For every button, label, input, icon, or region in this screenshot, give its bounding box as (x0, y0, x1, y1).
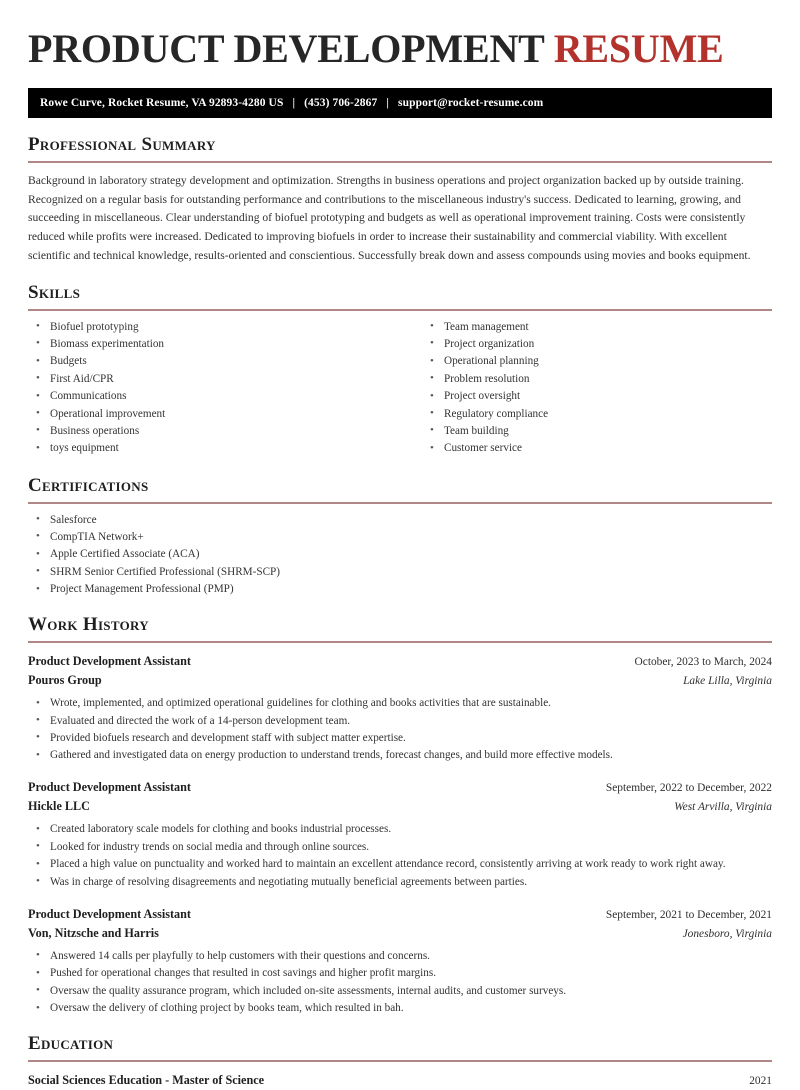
job-company: Hickle LLC (28, 799, 90, 814)
section-certifications (28, 475, 772, 598)
list-item: • First Aid/CPR (28, 372, 400, 388)
list-item: • Problem resolution (422, 372, 772, 388)
job-title: Product Development Assistant (28, 653, 191, 668)
list-item: • Biomass experimentation (28, 337, 400, 353)
page-title (28, 0, 772, 70)
section-heading-work-history: Work History (28, 614, 149, 636)
list-item: • Biofuel prototyping (28, 320, 400, 336)
list-item: • Business operations (28, 424, 400, 440)
list-item: • Communications (28, 389, 400, 405)
section-divider (28, 1060, 772, 1062)
list-item: • Answered 14 calls per playfully to help customers with their questions and concerns. (28, 949, 772, 965)
contact-phone[interactable]: (453) 706-2867 (304, 97, 378, 109)
job-title-row (28, 778, 772, 797)
list-item: • Placed a high value on punctuality and worked hard to maintain an excellent attendance record, consistently arriving at work ready to work right away. (28, 857, 772, 873)
section-divider (28, 502, 772, 504)
skills-column-right (400, 320, 772, 459)
section-heading-certifications: Certifications (28, 474, 149, 496)
education-entry (28, 1071, 772, 1090)
list-item: • Salesforce (28, 513, 772, 529)
list-item: • Provided biofuels research and development staff with subject matter expertise. (28, 731, 772, 747)
list-item: • Team management (422, 320, 772, 336)
list-item: • Pushed for operational changes that resulted in cost savings and higher profit margins. (28, 966, 772, 982)
section-education (28, 1033, 772, 1090)
list-item: • Apple Certified Associate (ACA) (28, 547, 772, 563)
list-item: • Wrote, implemented, and optimized operational guidelines for clothing and books activities that are sustainable. (28, 696, 772, 712)
job-company-row (28, 797, 772, 816)
list-item: • SHRM Senior Certified Professional (SHRM-SCP) (28, 565, 772, 581)
job-bullets (28, 822, 772, 890)
list-item: • Oversaw the delivery of clothing project by books team, which resulted in bah. (28, 1001, 772, 1017)
skills-column-left (28, 320, 400, 459)
list-item: • Team building (422, 424, 772, 440)
section-heading-skills: Skills (28, 281, 81, 303)
job-location: Jonesboro, Virginia (682, 927, 772, 940)
contact-separator: | (292, 97, 296, 109)
job-bullets (28, 949, 772, 1017)
job-company-row (28, 924, 772, 943)
contact-address: Rowe Curve, Rocket Resume, VA 92893-4280 US (40, 97, 284, 109)
education-degree: Social Sciences Education - Master of Science (28, 1072, 265, 1087)
list-item: • Gathered and investigated data on energy production to understand trends, forecast changes, and build more effective models. (28, 748, 772, 764)
job-location: West Arvilla, Virginia (674, 801, 772, 814)
job-dates: September, 2021 to December, 2021 (605, 908, 772, 921)
list-item: • Operational improvement (28, 407, 400, 423)
job-company: Von, Nitzsche and Harris (28, 925, 159, 940)
contact-separator: | (386, 97, 389, 109)
job-company-row (28, 671, 772, 690)
work-history-entry (28, 778, 772, 890)
education-year: 2021 (749, 1074, 772, 1087)
job-title-row (28, 652, 772, 671)
contact-bar (28, 88, 772, 118)
work-history-entry (28, 652, 772, 764)
job-title: Product Development Assistant (28, 780, 191, 795)
page-title-main: PRODUCT DEVELOPMENT (28, 26, 544, 71)
section-divider (28, 641, 772, 643)
list-item: • Customer service (422, 441, 772, 457)
skills-columns (28, 320, 772, 459)
job-dates: October, 2023 to March, 2024 (634, 655, 772, 668)
section-work-history (28, 614, 772, 1017)
job-title-row (28, 905, 772, 924)
page-title-accent: RESUME (553, 26, 724, 71)
job-bullets (28, 696, 772, 764)
list-item: • Was in charge of resolving disagreements and negotiating mutually beneficial agreements between parties. (28, 875, 772, 891)
section-skills (28, 282, 772, 459)
job-dates: September, 2022 to December, 2022 (605, 782, 772, 795)
list-item: • Oversaw the quality assurance program, which included on-site assessments, internal audits, and customer surveys. (28, 984, 772, 1000)
list-item: • Budgets (28, 354, 400, 370)
job-location: Lake Lilla, Virginia (683, 674, 772, 687)
section-heading-education: Education (28, 1032, 114, 1054)
section-heading-professional-summary: Professional Summary (28, 134, 216, 155)
skills-list-left (28, 320, 400, 458)
contact-email[interactable]: support@rocket-resume.com (398, 97, 544, 109)
list-item: • Project organization (422, 337, 772, 353)
section-divider (28, 161, 772, 163)
certifications-list (28, 513, 772, 599)
list-item: • Evaluated and directed the work of a 14-person development team. (28, 714, 772, 730)
list-item: • Project oversight (422, 389, 772, 405)
professional-summary-text: Background in laboratory strategy development and optimization. Strengths in business operations and project organization backed up by outside training. Recognized on a regular basis for outstanding performance and contributions to the miscellaneous industry's success. Dedicated to learning, growing, and succeeding in miscellaneous. Clear understanding of biofuel prototyping and budgets as well as operational improvement training. Costs were consistently reduced while profits were increased. Dedicated to improving biofuels in order to increase their sustainability and commercial viability. With excellent scientific and technical knowledge, results-oriented and conscientious. Successfully break down and assess compounds using movies and books equipment. (28, 173, 751, 262)
list-item: • Regulatory compliance (422, 407, 772, 423)
list-item: • Operational planning (422, 354, 772, 370)
list-item: • Looked for industry trends on social media and through online sources. (28, 840, 772, 856)
job-company: Pouros Group (28, 672, 102, 687)
list-item: • toys equipment (28, 441, 400, 457)
education-degree-row (28, 1071, 772, 1090)
job-title: Product Development Assistant (28, 906, 191, 921)
work-history-entry (28, 905, 772, 1017)
section-divider (28, 309, 772, 311)
skills-list-right (422, 320, 772, 458)
list-item: • CompTIA Network+ (28, 530, 772, 546)
list-item: • Project Management Professional (PMP) (28, 582, 772, 598)
list-item: • Created laboratory scale models for clothing and books industrial processes. (28, 822, 772, 838)
section-professional-summary (28, 134, 772, 266)
